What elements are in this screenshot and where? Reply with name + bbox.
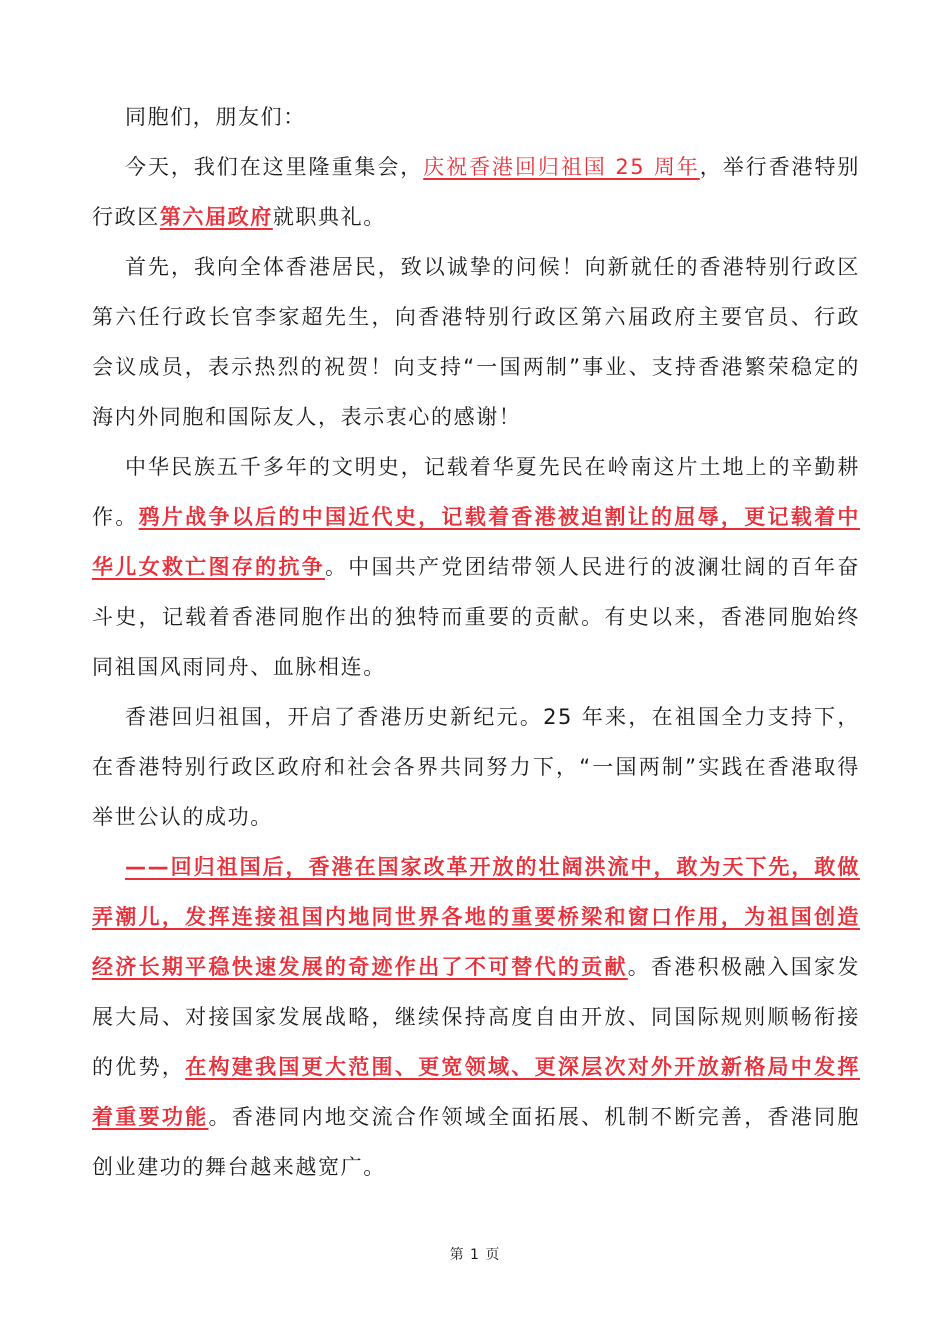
text-segment: 中华民族五千多年的文明史，记载着华夏先民在岭南这片土地上的辛勤耕作。 xyxy=(92,455,860,529)
page-number: 第 1 页 xyxy=(449,1247,501,1263)
paragraph-salutation xyxy=(92,92,860,142)
text-segment: 。中国共产党团结带领人民进行的波澜壮阔的百年奋斗史，记载着香港同胞作出的独特而重要的贡献。有史以来，香港同胞始终同祖国风雨同舟、血脉相连。 xyxy=(92,555,860,679)
text-segment: 同胞们，朋友们： xyxy=(125,105,306,129)
text-segment: ，举行香港特别行政区 xyxy=(92,155,860,229)
text-segment: 。香港同内地交流合作领域全面拓展、机制不断完善，香港同胞创业建功的舞台越来越宽广。 xyxy=(92,1105,860,1179)
text-segment: 。香港积极融入国家发展大局、对接国家发展战略，继续保持高度自由开放、同国际规则顺畅衔接的优势， xyxy=(92,955,860,1079)
paragraph-celebration xyxy=(92,142,860,242)
highlighted-phrase: 第六届政府 xyxy=(159,205,273,229)
text-segment: 就职典礼。 xyxy=(272,205,386,229)
highlighted-phrase: 鸦片战争以后的中国近代史，记载着香港被迫割让的屈辱，更记载着中华儿女救亡图存的抗争 xyxy=(92,505,860,579)
text-segment: 香港回归祖国，开启了香港历史新纪元。25 年来，在祖国全力支持下，在香港特别行政区政府和社会各界共同努力下，“一国两制”实践在香港取得举世公认的成功。 xyxy=(92,705,860,829)
paragraph-greetings xyxy=(92,242,860,442)
highlighted-phrase: 在构建我国更大范围、更宽领域、更深层次对外开放新格局中发挥着重要功能 xyxy=(92,1055,860,1129)
highlighted-phrase: 庆祝香港回归祖国 25 周年 xyxy=(423,155,700,179)
highlighted-phrase: ——回归祖国后，香港在国家改革开放的壮阔洪流中，敢为天下先，敢做弄潮儿，发挥连接祖国内地同世界各地的重要桥梁和窗口作用，为祖国创造经济长期平稳快速发展的奇迹作出了不可替代的贡献 xyxy=(92,855,860,979)
paragraph-return xyxy=(92,692,860,842)
text-segment: 首先，我向全体香港居民，致以诚挚的问候！向新就任的香港特别行政区第六任行政长官李家超先生，向香港特别行政区第六届政府主要官员、行政会议成员，表示热烈的祝贺！向支持“一国两制”事业、支持香港繁荣稳定的海内外同胞和国际友人，表示衷心的感谢！ xyxy=(92,255,860,429)
paragraph-history xyxy=(92,442,860,692)
text-segment: 今天，我们在这里隆重集会， xyxy=(125,155,424,179)
paragraph-achievements xyxy=(92,842,860,1192)
document-body xyxy=(92,92,860,1192)
